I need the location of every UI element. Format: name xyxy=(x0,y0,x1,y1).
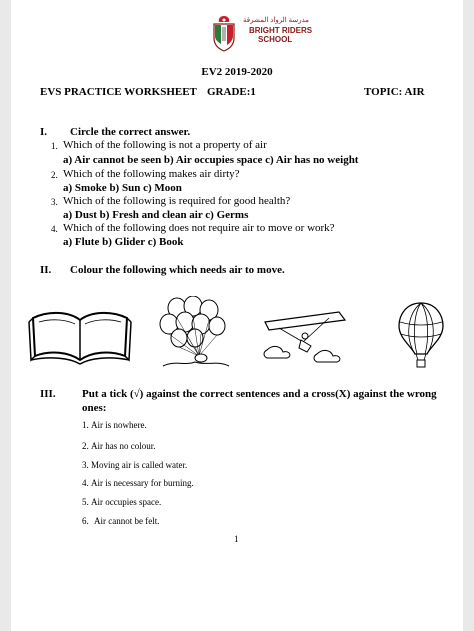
section2-number: II. xyxy=(40,264,52,276)
worksheet-page xyxy=(11,0,463,631)
question-text: Which of the following does not require air to move or work? xyxy=(63,222,335,234)
question-text: Which of the following is not a property of air xyxy=(63,139,267,151)
question-options: a) Flute b) Glider c) Book xyxy=(63,236,184,248)
logo-arabic-text: مدرسة الرواد المشرقة xyxy=(243,17,310,24)
section3-number: III. xyxy=(40,388,56,400)
page-title: EV2 2019-2020 xyxy=(201,66,273,78)
balloons-picture[interactable] xyxy=(155,296,235,372)
statement-number: 4. xyxy=(82,478,89,488)
statement-number: 2. xyxy=(82,441,89,451)
section3-heading-line2: ones: xyxy=(82,402,107,414)
statement-text: Air occupies space. xyxy=(91,497,162,507)
hot-air-balloon-picture[interactable] xyxy=(395,300,447,372)
statement-number: 6. xyxy=(82,516,89,526)
statement-number: 5. xyxy=(82,497,89,507)
section2-heading: Colour the following which needs air to move. xyxy=(70,264,285,276)
worksheet-title: EVS PRACTICE WORKSHEET xyxy=(40,86,197,98)
topic-label: TOPIC: AIR xyxy=(364,86,425,98)
statement-number: 1. xyxy=(82,420,89,430)
book-picture[interactable] xyxy=(25,306,135,366)
hang-glider-picture[interactable] xyxy=(259,308,349,364)
section1-number: I. xyxy=(40,126,48,138)
logo-name-line2: SCHOOL xyxy=(258,35,293,44)
question-text: Which of the following makes air dirty? xyxy=(63,168,240,180)
question-options: a) Air cannot be seen b) Air occupies space c) Air has no weight xyxy=(63,154,359,166)
statement-text: Air has no colour. xyxy=(91,441,156,451)
section3-heading-line1: Put a tick (√) against the correct sentences and a cross(X) against the wrong xyxy=(82,388,437,400)
statement-number: 3. xyxy=(82,460,89,470)
statement-text: Air is necessary for burning. xyxy=(91,478,194,488)
statement-text: Moving air is called water. xyxy=(91,460,188,470)
statement-text: Air cannot be felt. xyxy=(94,516,160,526)
statement-text: Air is nowhere. xyxy=(91,420,147,430)
grade-label: GRADE:1 xyxy=(207,86,256,98)
question-options: a) Dust b) Fresh and clean air c) Germs xyxy=(63,209,249,221)
question-number: 3. xyxy=(51,197,58,207)
school-crest-icon xyxy=(211,14,237,52)
question-options: a) Smoke b) Sun c) Moon xyxy=(63,182,182,194)
question-number: 4. xyxy=(51,224,58,234)
logo-name-line1: BRIGHT RIDERS xyxy=(249,26,313,35)
question-number: 2. xyxy=(51,170,58,180)
section1-heading: Circle the correct answer. xyxy=(70,126,191,138)
page-number: 1 xyxy=(234,534,239,544)
question-text: Which of the following is required for good health? xyxy=(63,195,291,207)
question-number: 1. xyxy=(51,141,58,151)
